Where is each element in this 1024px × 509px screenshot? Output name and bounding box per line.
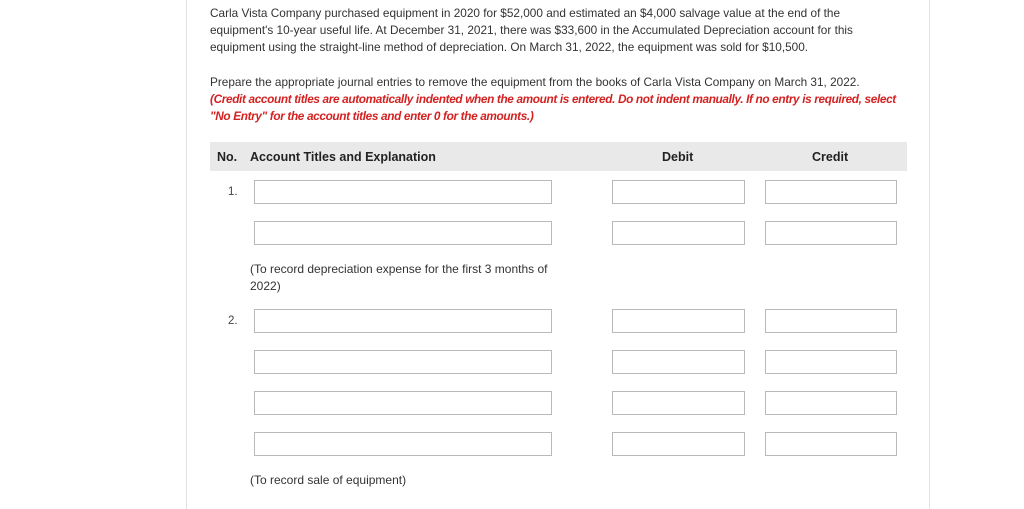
explanation-line: (To record depreciation expense for the first 3 months of (250, 262, 548, 276)
instruction-text: Prepare the appropriate journal entries to remove the equipment from the books of Carla Vista Company on March 31, 2022. (210, 75, 860, 89)
account-title-input[interactable] (254, 180, 552, 204)
credit-input[interactable] (765, 180, 897, 204)
account-title-input[interactable] (254, 432, 552, 456)
entry-explanation (250, 261, 548, 295)
account-title-input[interactable] (254, 221, 552, 245)
column-header-account: Account Titles and Explanation (250, 150, 436, 164)
credit-input[interactable] (765, 391, 897, 415)
debit-input[interactable] (612, 391, 745, 415)
debit-input[interactable] (612, 309, 745, 333)
credit-input[interactable] (765, 309, 897, 333)
instruction-note: (Credit account titles are automatically indented when the amount is entered. Do not indent manually. If no entry is required, select "No Entry" for the account titles and enter 0 for the amounts.) (210, 92, 896, 123)
entry-number: 1. (228, 186, 238, 198)
credit-input[interactable] (765, 432, 897, 456)
column-header-credit: Credit (812, 150, 849, 164)
column-header-debit: Debit (662, 150, 694, 164)
debit-input[interactable] (612, 432, 745, 456)
account-title-input[interactable] (254, 309, 552, 333)
debit-input[interactable] (612, 350, 745, 374)
journal-table-header (210, 142, 907, 171)
debit-input[interactable] (612, 221, 745, 245)
debit-input[interactable] (612, 180, 745, 204)
credit-input[interactable] (765, 350, 897, 374)
credit-input[interactable] (765, 221, 897, 245)
account-title-input[interactable] (254, 350, 552, 374)
column-header-no: No. (217, 150, 238, 164)
entry-explanation: (To record sale of equipment) (250, 473, 407, 487)
account-title-input[interactable] (254, 391, 552, 415)
entry-number: 2. (228, 315, 238, 327)
explanation-line: 2022) (250, 279, 281, 293)
problem-text: Carla Vista Company purchased equipment in 2020 for $52,000 and estimated an $4,000 salvage value at the end of the equipment's 10-year useful life. At December 31, 2021, there was $33,600 in the Accumulated Depreciation account for this equipment using the straight-line method of depreciation. On March 31, 2022, the equipment was sold for $10,500. (210, 6, 853, 54)
